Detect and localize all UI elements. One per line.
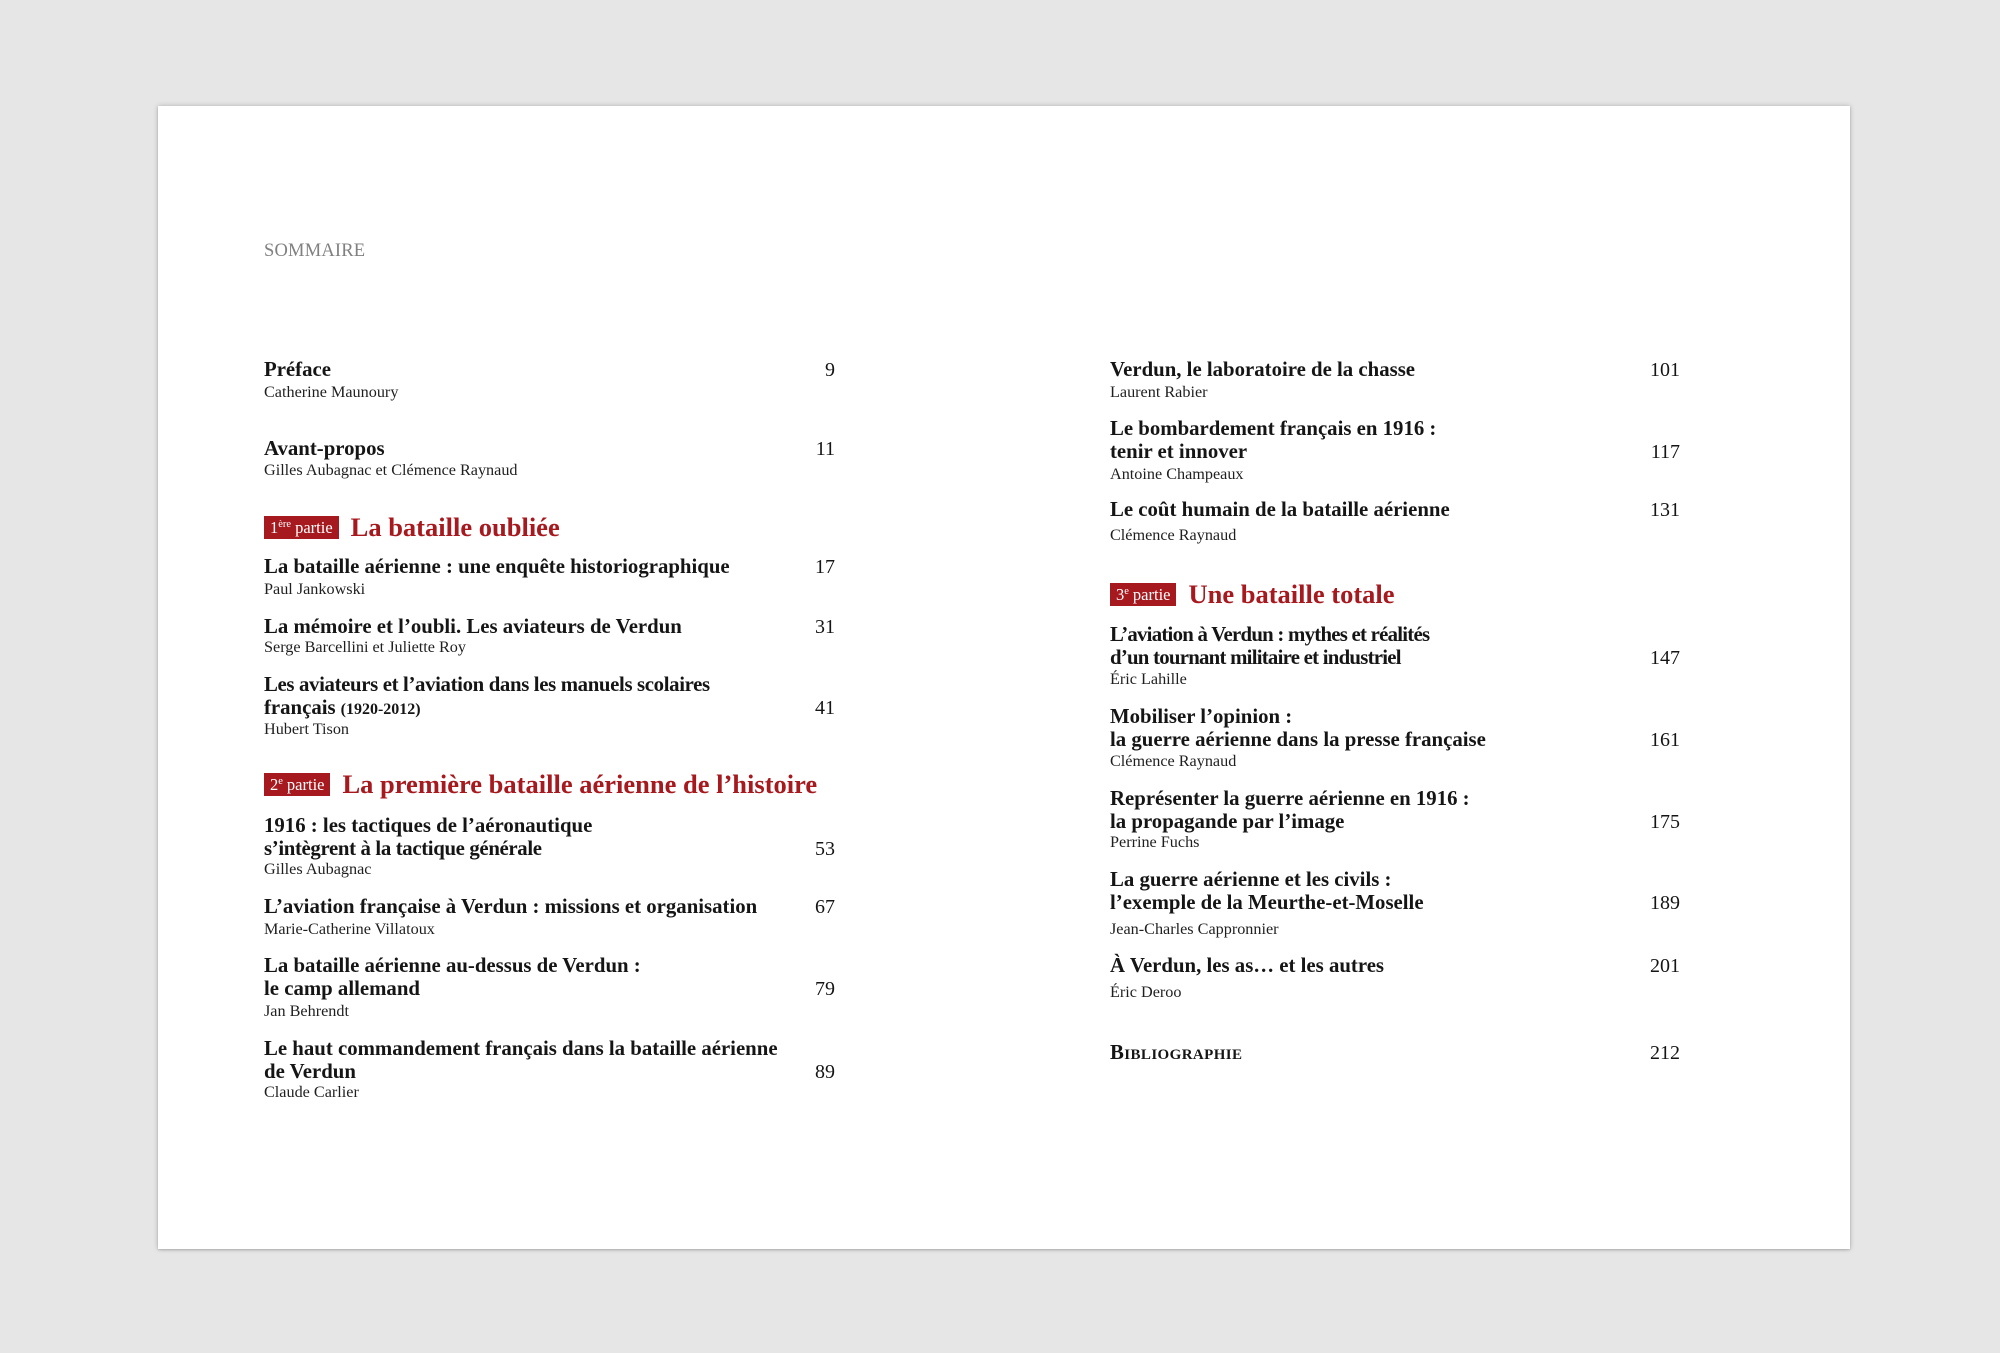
entry-title: La guerre aérienne et les civils : (1110, 868, 1392, 891)
page-number: 101 (1650, 359, 1680, 381)
entry-title-continued: la guerre aérienne dans la presse française (1110, 728, 1486, 751)
part-heading: La bataille oubliée (350, 512, 560, 542)
entry-title-text: français (264, 696, 336, 719)
entry-title: À Verdun, les as… et les autres (1110, 954, 1385, 977)
entry-title-continued: de Verdun (264, 1060, 356, 1083)
entry-author: Éric Lahille (1110, 670, 1187, 688)
page-number: 67 (815, 896, 835, 918)
part-heading: Une bataille totale (1188, 579, 1395, 609)
entry-title-line (1110, 787, 1680, 811)
page-number: 31 (815, 616, 835, 638)
entry-author: Gilles Aubagnac (264, 860, 372, 878)
entry-title: Représenter la guerre aérienne en 1916 : (1110, 787, 1470, 810)
entry-title: Le coût humain de la bataille aérienne (1110, 498, 1450, 521)
page-number: 175 (1650, 811, 1680, 833)
entry-title-line (1110, 1041, 1680, 1065)
part-number-suffix: e (278, 776, 283, 787)
page-number: 131 (1650, 499, 1680, 521)
entry-title-continued: tenir et innover (1110, 440, 1248, 463)
page-number: 9 (825, 359, 835, 381)
entry-title-line (1110, 954, 1680, 978)
toc-heading: SOMMAIRE (264, 241, 366, 261)
entry-title-line (1110, 810, 1680, 834)
entry-title-continued: l’exemple de la Meurthe-et-Moselle (1110, 891, 1424, 914)
entry-author: Jan Behrendt (264, 1002, 349, 1020)
part-heading: La première bataille aérienne de l’histoire (342, 769, 818, 799)
entry-author: Clémence Raynaud (1110, 526, 1237, 544)
entry-author: Claude Carlier (264, 1083, 359, 1101)
entry-title-line (1110, 728, 1680, 752)
entry-title-continued: s’intègrent à la tactique générale (264, 837, 542, 860)
part-word: partie (1132, 584, 1171, 604)
entry-title-line (1110, 498, 1680, 522)
entry-title-line (264, 358, 835, 382)
page-number: 161 (1650, 729, 1680, 751)
page-number: 147 (1650, 647, 1680, 669)
page-number: 17 (815, 556, 835, 578)
part-number-suffix: ère (278, 519, 292, 530)
page-number: 89 (815, 1061, 835, 1083)
page-number: 212 (1650, 1042, 1680, 1064)
entry-title-line (264, 814, 835, 838)
entry-title: La mémoire et l’oubli. Les aviateurs de Verdun (264, 615, 682, 638)
entry-title-line (1110, 646, 1680, 670)
entry-title-line (1110, 891, 1680, 915)
entry-title-line (1110, 868, 1680, 892)
entry-title: Avant-propos (264, 437, 385, 460)
entry-title: La bataille aérienne : une enquête historiographique (264, 555, 730, 578)
entry-author: Paul Jankowski (264, 580, 366, 598)
entry-author: Serge Barcellini et Juliette Roy (264, 638, 466, 656)
entry-title: Le bombardement français en 1916 : (1110, 417, 1437, 440)
entry-title: Bibliographie (1110, 1041, 1243, 1064)
part-badge (264, 516, 339, 539)
page-number: 201 (1650, 955, 1680, 977)
entry-title: 1916 : les tactiques de l’aéronautique (264, 814, 593, 837)
entry-title-continued: le camp allemand (264, 977, 420, 1000)
part-1-header (264, 512, 835, 542)
page-number: 53 (815, 838, 835, 860)
part-3-header (1110, 579, 1680, 609)
entry-author: Éric Deroo (1110, 983, 1182, 1001)
entry-title-line (264, 673, 835, 697)
entry-title-line (264, 696, 835, 720)
part-badge (264, 773, 330, 796)
entry-title-line (1110, 705, 1680, 729)
entry-title: Mobiliser l’opinion : (1110, 705, 1293, 728)
entry-title-line (1110, 440, 1680, 464)
part-number: 3 (1116, 584, 1125, 604)
entry-title: L’aviation française à Verdun : missions et organisation (264, 895, 758, 918)
page-number: 79 (815, 978, 835, 1000)
entry-title: Les aviateurs et l’aviation dans les manuels scolaires (264, 673, 710, 696)
entry-title: Préface (264, 358, 331, 381)
entry-title-line (264, 1060, 835, 1084)
entry-title-line (1110, 358, 1680, 382)
entry-title-line (264, 977, 835, 1001)
entry-title-continued: la propagande par l’image (1110, 810, 1345, 833)
entry-title-continued: d’un tournant militaire et industriel (1110, 646, 1401, 669)
entry-title-line (1110, 417, 1680, 441)
entry-author: Marie-Catherine Villatoux (264, 920, 435, 938)
entry-title-line (264, 895, 835, 919)
entry-title-line (264, 615, 835, 639)
entry-title-line (264, 555, 835, 579)
page-number: 41 (815, 697, 835, 719)
entry-author: Laurent Rabier (1110, 383, 1208, 401)
page-number: 11 (815, 438, 835, 460)
part-number-suffix: e (1124, 586, 1129, 597)
part-number: 2 (270, 774, 279, 794)
entry-author: Jean-Charles Cappronnier (1110, 920, 1279, 938)
part-word: partie (286, 774, 325, 794)
entry-author: Hubert Tison (264, 720, 350, 738)
entry-author: Catherine Maunoury (264, 383, 399, 401)
page-number: 189 (1650, 892, 1680, 914)
entry-title-line (264, 437, 835, 461)
part-2-header (264, 769, 835, 799)
entry-title-line (264, 954, 835, 978)
entry-title: L’aviation à Verdun : mythes et réalités (1110, 623, 1430, 646)
entry-title-line (1110, 623, 1680, 647)
entry-author: Antoine Champeaux (1110, 465, 1244, 483)
entry-title: Verdun, le laboratoire de la chasse (1110, 358, 1416, 381)
entry-title: La bataille aérienne au-dessus de Verdun : (264, 954, 641, 977)
part-number: 1 (270, 517, 279, 537)
part-badge (1110, 583, 1176, 606)
entry-title-line (264, 837, 835, 861)
entry-title: Le haut commandement français dans la bataille aérienne (264, 1037, 778, 1060)
entry-author: Clémence Raynaud (1110, 752, 1237, 770)
entry-author: Perrine Fuchs (1110, 833, 1200, 851)
part-word: partie (295, 517, 333, 537)
entry-title-line (264, 1037, 835, 1061)
entry-author: Gilles Aubagnac et Clémence Raynaud (264, 461, 518, 479)
entry-title-dates: (1920-2012) (340, 701, 421, 718)
page-number: 117 (1650, 441, 1680, 463)
